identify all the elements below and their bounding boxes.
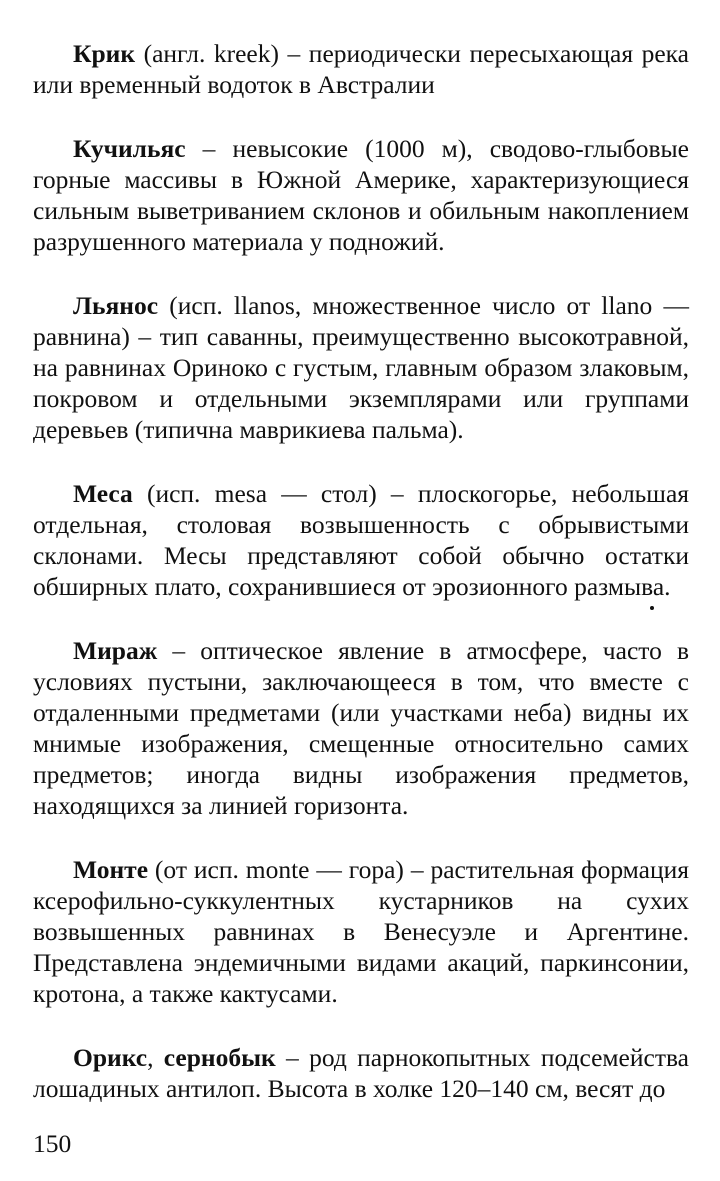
- entry-definition: (англ. kreek) – периодически пересыхающая река или временный водоток в Австралии: [33, 39, 689, 99]
- dictionary-page: [33, 38, 689, 1137]
- entry-krik: [33, 38, 689, 100]
- entry-term: Монте: [73, 855, 149, 884]
- entry-monte: [33, 854, 689, 1009]
- entry-mirazh: [33, 635, 689, 821]
- page-number: 150: [33, 1129, 72, 1158]
- entry-definition: – невысокие (1000 м), сводово-глыбовые горные массивы в Южной Америке, характеризующиеся сильным выветриванием склонов и обильным накоплением разрушенного материала у подножий.: [33, 134, 689, 256]
- print-speck: [650, 606, 654, 610]
- entry-oriks: [33, 1042, 689, 1104]
- entry-lyanos: [33, 290, 689, 445]
- entry-definition: (от исп. monte — гора) – растительная формация ксерофильно-суккулентных кустарников на сухих возвышенных равнинах в Венесуэле и Аргентине. Представлена эндемичными видами акаций, паркинсонии, кротона, а также кактусами.: [33, 855, 689, 1008]
- entry-kuchilyas: [33, 133, 689, 257]
- entry-definition: – род парнокопытных подсемейства лошадиных антилоп. Высота в холке 120–140 см, весят до: [33, 1043, 689, 1103]
- entry-term: Льянос: [73, 291, 159, 320]
- entry-mesa: [33, 478, 689, 602]
- entry-term: Меса: [73, 479, 133, 508]
- entry-term-alt: сернобык: [163, 1043, 276, 1072]
- entry-term: Мираж: [73, 636, 158, 665]
- entry-definition: (исп. llanos, множественное число от llano — равнина) – тип саванны, преимущественно высокотравной, на равнинах Ориноко с густым, главным образом злаковым, покровом и отдельными экземплярами или группами деревьев (типична маврикиева пальма).: [33, 291, 689, 444]
- entry-term: Крик: [73, 39, 136, 68]
- entry-definition: – оптическое явление в атмосфере, часто в условиях пустыни, заключающееся в том, что вместе с отдаленными предметами (или участками неба) видны их мнимые изображения, смещенные относительно самих предметов; иногда видны изображения предметов, находящихся за линией горизонта.: [33, 636, 689, 820]
- entry-term-separator: ,: [147, 1043, 164, 1072]
- entry-term: Кучильяс: [73, 134, 186, 163]
- entry-definition: (исп. mesa — стол) – плоскогорье, небольшая отдельная, столовая возвышенность с обрывистыми склонами. Месы представляют собой обычно остатки обширных плато, сохранившиеся от эрозионного размыва.: [33, 479, 689, 601]
- entry-term: Орикс: [73, 1043, 148, 1072]
